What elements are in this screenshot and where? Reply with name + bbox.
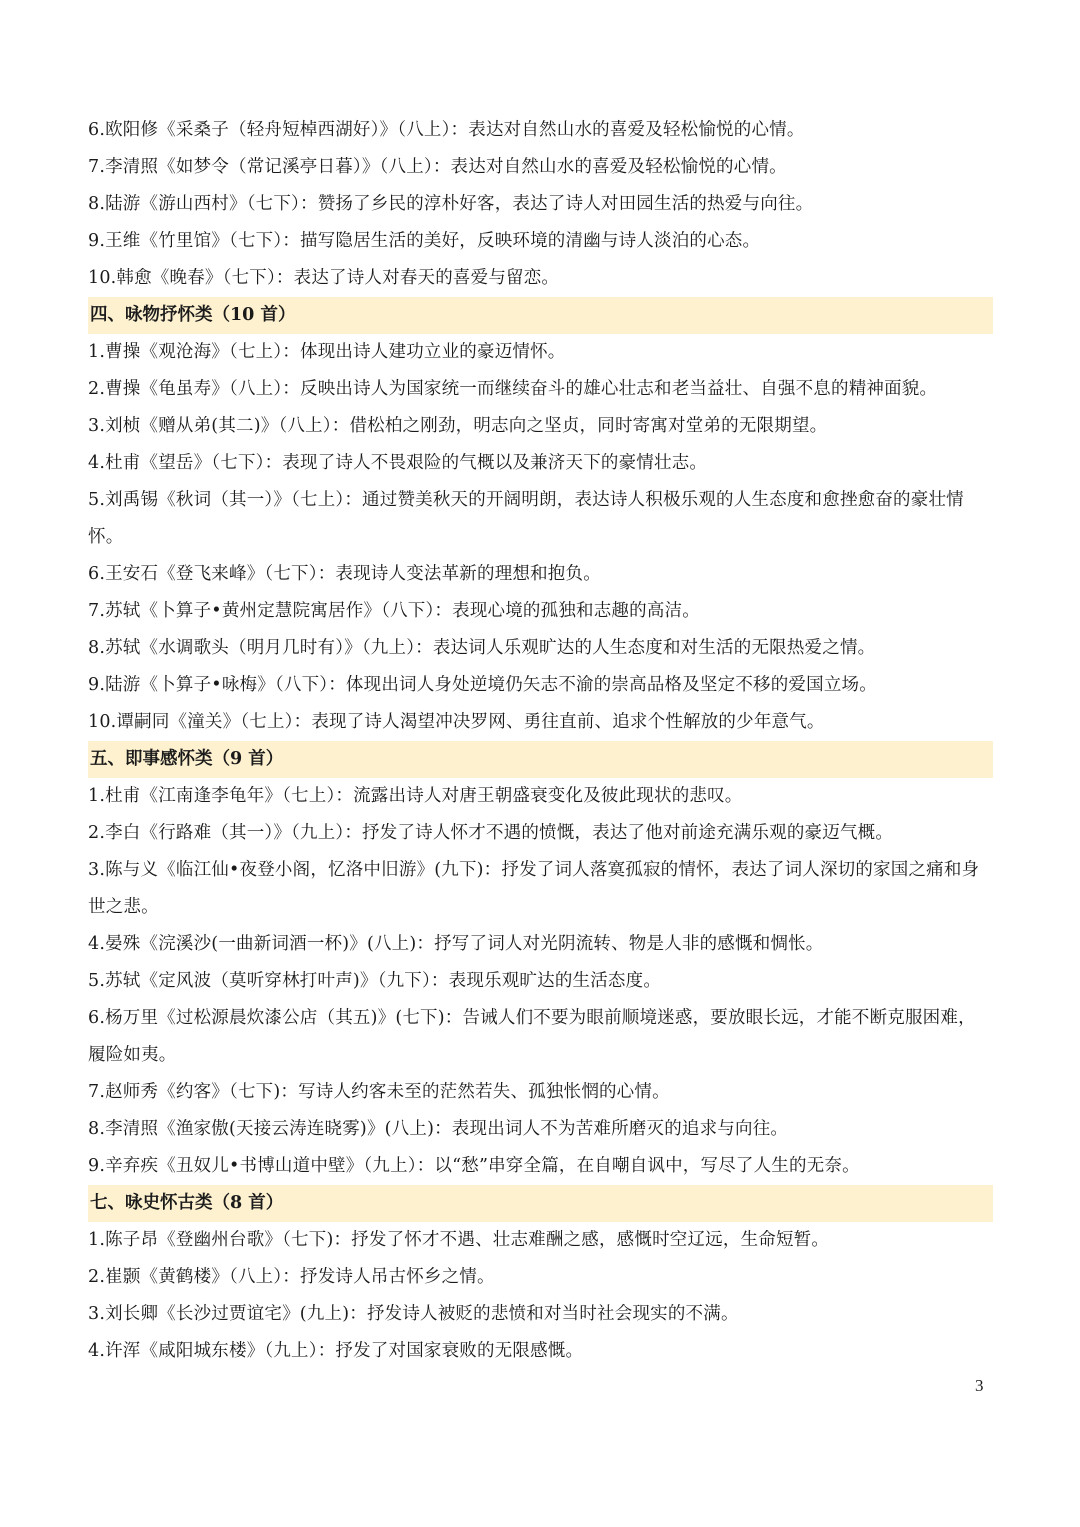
list-item: 9.陆游《卜算子•咏梅》（八下）：体现出词人身处逆境仍矢志不渝的崇高品格及坚定不移的爱国立场。 <box>88 675 877 695</box>
list-item: 6.杨万里《过松源晨炊漆公店（其五)》(七下)：告诫人们不要为眼前顺境迷惑，要放眼长远，才能不断克服困难，履险如夷。 <box>88 1008 976 1065</box>
list-item: 7.李清照《如梦令（常记溪亭日暮）》（八上）：表达对自然山水的喜爱及轻松愉悦的心情。 <box>88 157 787 177</box>
list-item: 6.王安石《登飞来峰》（七下）：表现诗人变法革新的理想和抱负。 <box>88 564 601 584</box>
list-item: 2.李白《行路难（其一）》（九上）：抒发了诗人怀才不遇的愤慨，表达了他对前途充满乐观的豪迈气概。 <box>88 823 894 843</box>
list-item: 6.欧阳修《采桑子（轻舟短棹西湖好）》（八上）：表达对自然山水的喜爱及轻松愉悦的心情。 <box>88 120 805 140</box>
section-heading-jishi: 五、即事感怀类（9 首） <box>88 741 993 778</box>
list-item: 4.杜甫《望岳》（七下）：表现了诗人不畏艰险的气概以及兼济天下的豪情壮志。 <box>88 453 708 473</box>
list-item: 8.李清照《渔家傲(天接云涛连晓雾)》(八上)：表现出词人不为苦难所磨灭的追求与向往。 <box>88 1119 789 1139</box>
list-item: 7.赵师秀《约客》（七下)：写诗人约客未至的茫然若失、孤独怅惘的心情。 <box>88 1082 670 1102</box>
list-item: 3.刘长卿《长沙过贾谊宅》(九上)：抒发诗人被贬的悲愤和对当时社会现实的不满。 <box>88 1304 739 1324</box>
page-number: 3 <box>975 1376 984 1395</box>
list-item: 10.谭嗣同《潼关》（七上）：表现了诗人渴望冲决罗网、勇往直前、追求个性解放的少年意气。 <box>88 712 825 732</box>
list-item: 1.陈子昂《登幽州台歌》（七下)：抒发了怀才不遇、壮志难酬之感，感慨时空辽远，生命短暂。 <box>88 1230 830 1250</box>
list-item: 10.韩愈《晚春》（七下）：表达了诗人对春天的喜爱与留恋。 <box>88 268 560 288</box>
list-item: 9.王维《竹里馆》（七下）：描写隐居生活的美好，反映环境的清幽与诗人淡泊的心态。 <box>88 231 761 251</box>
list-item: 3.陈与义《临江仙•夜登小阁，忆洛中旧游》(九下)：抒发了词人落寞孤寂的情怀，表达了词人深切的家国之痛和身世之悲。 <box>88 860 980 917</box>
section-heading-yongwu: 四、咏物抒怀类（10 首） <box>88 297 993 334</box>
list-item: 2.曹操《龟虽寿》（八上）：反映出诗人为国家统一而继续奋斗的雄心壮志和老当益壮、自强不息的精神面貌。 <box>88 379 938 399</box>
list-item: 8.苏轼《水调歌头（明月几时有）》（九上）：表达词人乐观旷达的人生态度和对生活的无限热爱之情。 <box>88 638 876 658</box>
list-item: 4.许浑《咸阳城东楼》（九上）：抒发了对国家衰败的无限感慨。 <box>88 1341 584 1361</box>
list-item: 3.刘桢《赠从弟(其二)》（八上）：借松柏之刚劲，明志向之坚贞，同时寄寓对堂弟的无限期望。 <box>88 416 828 436</box>
list-item: 4.晏殊《浣溪沙(一曲新词酒一杯)》(八上)：抒写了词人对光阴流转、物是人非的感慨和惆怅。 <box>88 934 824 954</box>
list-item: 5.刘禹锡《秋词（其一）》（七上）：通过赞美秋天的开阔明朗，表达诗人积极乐观的人生态度和愈挫愈奋的豪壮情怀。 <box>88 490 964 547</box>
list-item: 5.苏轼《定风波（莫听穿林打叶声)》（九下）：表现乐观旷达的生活态度。 <box>88 971 662 991</box>
list-item: 1.曹操《观沧海》（七上）：体现出诗人建功立业的豪迈情怀。 <box>88 342 566 362</box>
list-item: 7.苏轼《卜算子•黄州定慧院寓居作》（八下）：表现心境的孤独和志趣的高洁。 <box>88 601 700 621</box>
list-item: 8.陆游《游山西村》（七下）：赞扬了乡民的淳朴好客，表达了诗人对田园生活的热爱与向往。 <box>88 194 814 214</box>
list-item: 2.崔颢《黄鹤楼》（八上）：抒发诗人吊古怀乡之情。 <box>88 1267 495 1287</box>
list-item: 9.辛弃疾《丑奴儿•书博山道中壁》（九上）：以“愁”串穿全篇，在自嘲自讽中，写尽了人生的无奈。 <box>88 1156 860 1176</box>
document-page <box>88 112 993 1370</box>
section-heading-yongshi: 七、咏史怀古类（8 首） <box>88 1185 993 1222</box>
list-item: 1.杜甫《江南逢李龟年》（七上）：流露出诗人对唐王朝盛衰变化及彼此现状的悲叹。 <box>88 786 743 806</box>
